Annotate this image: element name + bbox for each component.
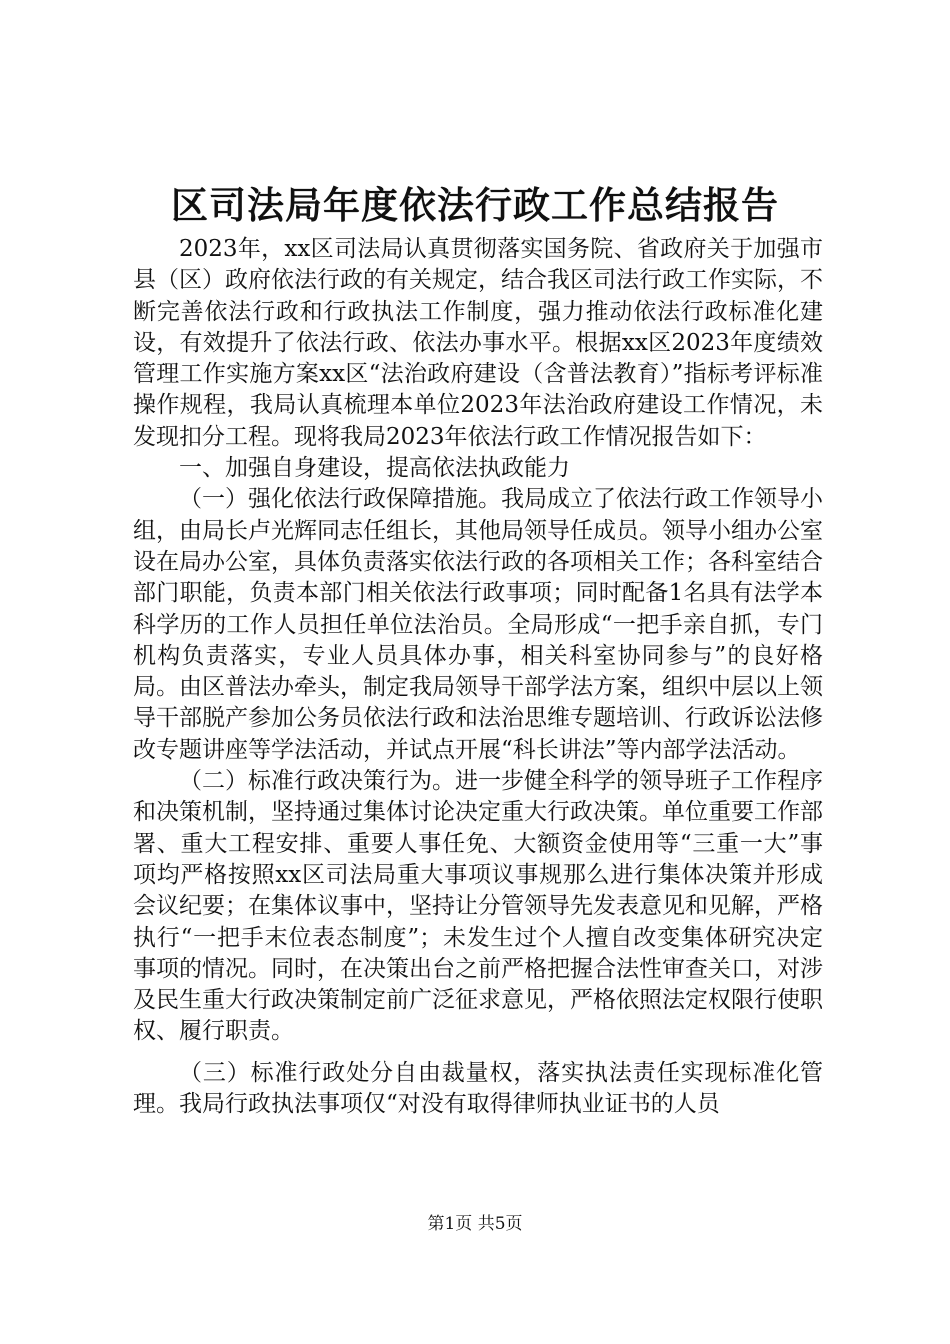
- document-body: [133, 234, 823, 1120]
- section-heading: 一、加强自身建设，提高依法执政能力: [179, 455, 570, 482]
- body-paragraph: （二）标准行政决策行为。进一步健全科学的领导班子工作程序和决策机制，坚持通过集体讨论决定重大行政决策。单位重要工作部署、重大工程安排、重要人事任免、大额资金使用等“三重一大”事项均严格按照xx区司法局重大事项议事规那么进行集体决策并形成会议纪要；在集体议事中，坚持让分管领导先发表意见和见解，严格执行“一把手末位表态制度”；未发生过个人擅自改变集体研究决定事项的情况。同时，在决策出台之前严格把握合法性审查关口，对涉及民生重大行政决策制定前广泛征求意见，严格依照法定权限行使职权、履行职责。: [133, 768, 823, 1045]
- body-paragraph: （三）标准行政处分自由裁量权，落实执法责任实现标准化管理。我局行政执法事项仅“对没有取得律师执业证书的人员: [133, 1059, 823, 1118]
- body-paragraph: （一）强化依法行政保障措施。我局成立了依法行政工作领导小组，由局长卢光辉同志任组长，其他局领导任成员。领导小组办公室设在局办公室，具体负责落实依法行政的各项相关工作；各科室结合部门职能，负责本部门相关依法行政事项；同时配备1名具有法学本科学历的工作人员担任单位法治员。全局形成“一把手亲自抓，专门机构负责落实，专业人员具体办事，相关科室协同参与”的良好格局。由区普法办牵头，制定我局领导干部学法方案，组织中层以上领导干部脱产参加公务员依法行政和法治思维专题培训、行政诉讼法修改专题讲座等学法活动，并试点开展“科长讲法”等内部学法活动。: [133, 486, 823, 763]
- intro-paragraph: 2023年，xx区司法局认真贯彻落实国务院、省政府关于加强市县（区）政府依法行政的有关规定，结合我区司法行政工作实际，不断完善依法行政和行政执法工作制度，强力推动依法行政标准化建设，有效提升了依法行政、依法办事水平。根据xx区2023年度绩效管理工作实施方案xx区“法治政府建设（含普法教育）”指标考评标准操作规程，我局认真梳理本单位2023年法治政府建设工作情况，未发现扣分工程。现将我局2023年依法行政工作情况报告如下：: [133, 236, 823, 450]
- document-title: 区司法局年度依法行政工作总结报告: [171, 183, 779, 227]
- page-footer: 第1页 共5页: [427, 1214, 523, 1234]
